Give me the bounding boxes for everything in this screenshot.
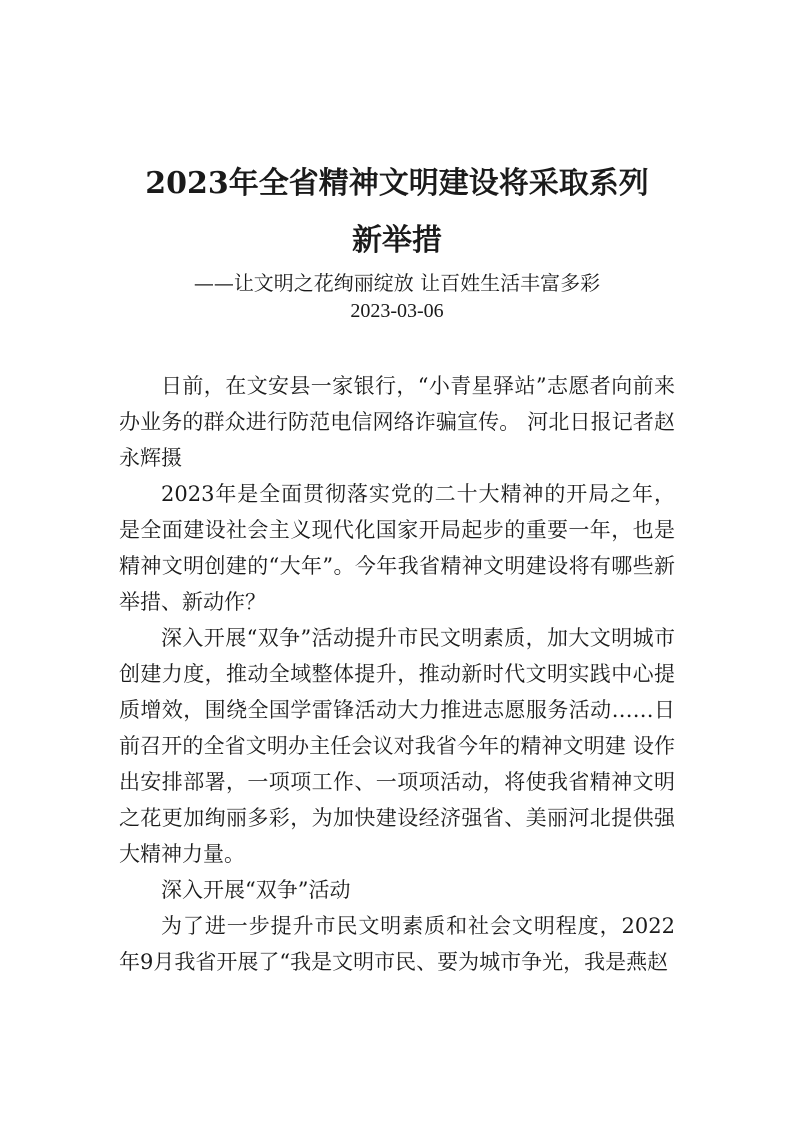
document-subtitle: ——让文明之花绚丽绽放 让百姓生活丰富多彩 <box>193 271 601 295</box>
document-body <box>119 368 675 980</box>
paragraph-intro: 2023年是全面贯彻落实党的二十大精神的开局之年，是全面建设社会主义现代化国家开局起步的重要一年，也是精神文明创建的“大年”。今年我省精神文明建设将有哪些新举措、新动作？ <box>119 482 675 614</box>
document-date: 2023-03-06 <box>350 300 444 322</box>
paragraph-section-body: 为了进一步提升市民文明素质和社会文明程度，2022年9月我省开展了“我是文明市民、要为城市争光，我是燕赵 <box>119 914 675 974</box>
document-title-line-2: 新举措 <box>352 223 442 258</box>
document-title-line-1: 2023年全省精神文明建设将采取系列 <box>145 166 649 201</box>
section-heading: 深入开展“双争”活动 <box>161 878 351 902</box>
paragraph-overview: 深入开展“双争”活动提升市民文明素质，加大文明城市创建力度，推动全域整体提升，推动新时代文明实践中心提质增效，围绕全国学雷锋活动大力推进志愿服务活动……日前召开的全省文明办主任会议对我省今年的精神文明建 设作出安排部署，一项项工作、一项项活动，将使我省精神文明之花更加绚丽多彩，为加快建设经济强省、美丽河北提供强大精神力量。 <box>119 626 675 866</box>
paragraph-photo-caption: 日前，在文安县一家银行，“小青星驿站”志愿者向前来办业务的群众进行防范电信网络诈骗宣传。 河北日报记者赵永辉摄 <box>119 374 675 470</box>
